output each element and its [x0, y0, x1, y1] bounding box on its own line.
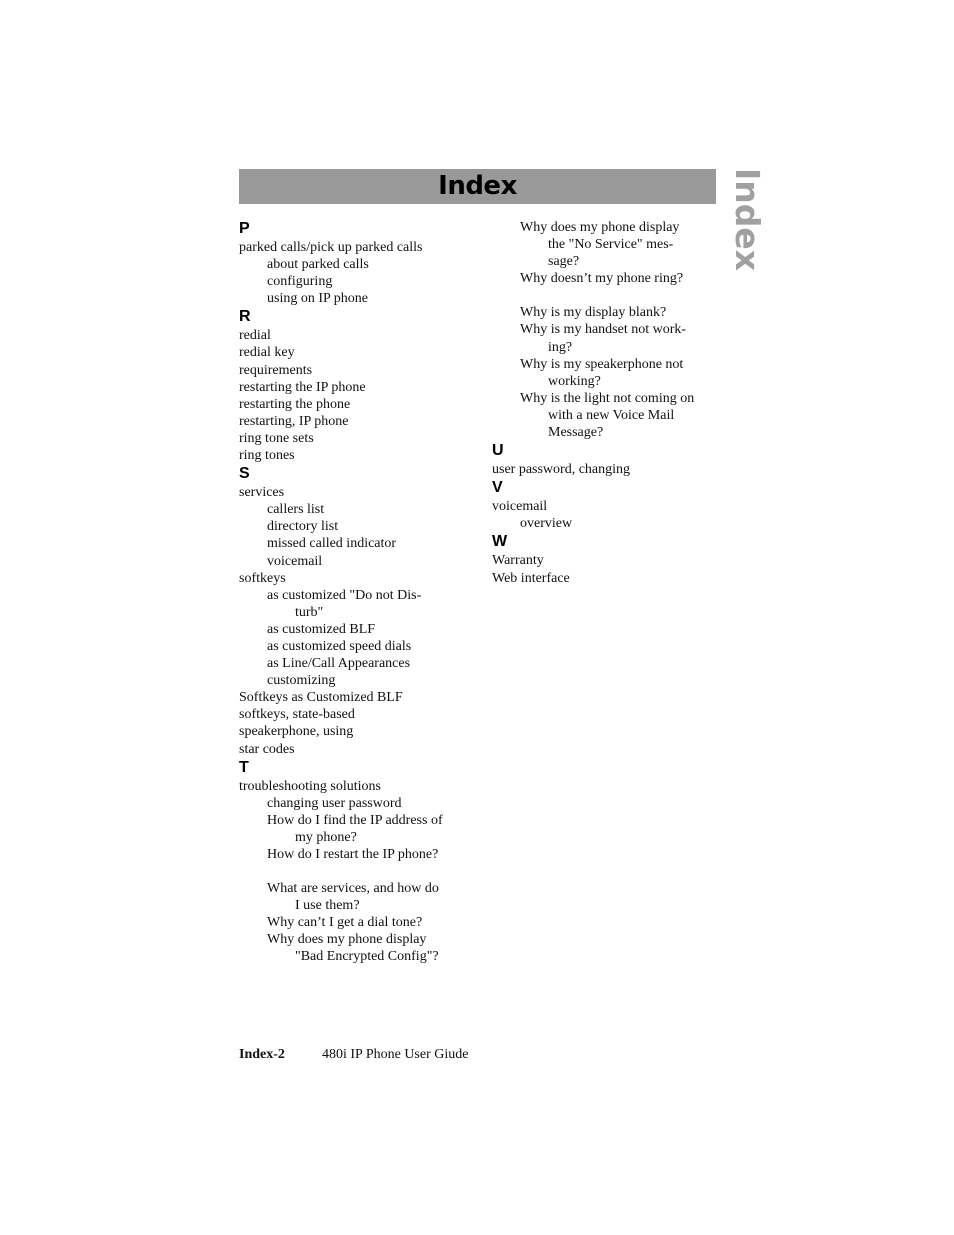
index-entry [239, 447, 474, 464]
entry-text: restarting, IP phone [239, 413, 349, 429]
index-entry [239, 778, 474, 795]
index-subentry [492, 304, 727, 321]
entry-text: troubleshooting solutions [239, 778, 381, 794]
index-entry [239, 413, 474, 430]
entry-text: directory list [267, 519, 339, 535]
entry-text-continued: I use them? [295, 898, 360, 914]
entry-text: voicemail [492, 499, 548, 515]
entry-text: user password, changing [492, 462, 631, 478]
index-entry [239, 239, 474, 256]
index-subentry [239, 290, 474, 307]
entry-text: voicemail [267, 553, 323, 569]
index-letter-heading: P [239, 220, 250, 237]
index-subentry [239, 553, 474, 570]
entry-text: Why does my phone display [520, 220, 680, 235]
index-entry [239, 689, 474, 706]
index-entry [239, 327, 474, 344]
entry-text: Why is my handset not work- [520, 322, 687, 338]
index-entry [239, 741, 474, 758]
side-tab [728, 168, 767, 272]
entry-text: redial [239, 328, 271, 344]
entry-text-continued: the "No Service" mes- [548, 237, 674, 253]
index-entry [492, 498, 727, 515]
index-subentry [492, 321, 727, 355]
entry-text: changing user password [267, 795, 402, 811]
index-entry [239, 723, 474, 740]
entry-text: How do I find the IP address of [267, 812, 443, 828]
entry-text: speakerphone, using [239, 724, 354, 740]
index-subentry [239, 880, 474, 914]
entry-text: Why is my speakerphone not [520, 356, 684, 372]
index-entry [239, 484, 474, 501]
entry-text: restarting the phone [239, 396, 351, 412]
entry-text: Web interface [492, 570, 570, 586]
index-column-right [492, 219, 727, 587]
entry-text: about parked calls [267, 257, 369, 273]
entry-text: as customized "Do not Dis- [267, 587, 422, 603]
entry-text: requirements [239, 362, 313, 378]
side-tab-label: Index [728, 168, 767, 272]
index-letter-heading: V [492, 479, 503, 497]
index-entry [239, 379, 474, 396]
index-subentry [492, 515, 727, 532]
entry-text: services [239, 485, 285, 501]
index-subentry [239, 621, 474, 638]
entry-text: Softkeys as Customized BLF [239, 690, 403, 706]
index-subentry [492, 219, 727, 270]
entry-text: missed called indicator [267, 536, 397, 552]
index-letter-heading: S [239, 465, 250, 483]
index-subentry [492, 356, 727, 390]
entry-text: Why can’t I get a dial tone? [267, 915, 423, 931]
index-entry [239, 570, 474, 587]
entry-text: star codes [239, 741, 295, 757]
index-subentry [239, 273, 474, 290]
entry-text: redial key [239, 345, 295, 361]
entry-text-continued: working? [548, 373, 601, 389]
entry-text: softkeys, state-based [239, 707, 355, 723]
index-entry [239, 430, 474, 447]
entry-text-continued: Message? [548, 425, 604, 441]
index-subentry [239, 672, 474, 689]
entry-text: restarting the IP phone [239, 379, 366, 395]
index-subentry [239, 812, 474, 846]
index-entry [239, 362, 474, 379]
index-letter-heading: U [492, 442, 504, 460]
index-subentry [239, 914, 474, 931]
entry-text: as Line/Call Appearances [267, 656, 411, 672]
entry-text-continued: ing? [548, 339, 573, 355]
entry-text: configuring [267, 274, 333, 290]
page-number: Index-2 [239, 1047, 285, 1062]
entry-text-continued: with a new Voice Mail [548, 407, 675, 423]
entry-text: Why does my phone display [267, 932, 427, 948]
index-subentry [239, 535, 474, 552]
index-entry [492, 461, 727, 478]
index-entry [239, 706, 474, 723]
entry-text-continued: turb" [295, 604, 324, 620]
index-letter-heading: R [239, 308, 251, 326]
entry-text: Why doesn’t my phone ring? [520, 271, 684, 287]
entry-text: softkeys [239, 570, 286, 586]
index-subentry [492, 270, 727, 287]
index-entry [492, 570, 727, 587]
index-subentry [239, 795, 474, 812]
index-subentry [239, 587, 474, 621]
index-subentry [239, 931, 474, 965]
entry-text: How do I restart the IP phone? [267, 847, 439, 862]
entry-text: using on IP phone [267, 291, 368, 307]
index-subentry [239, 256, 474, 273]
entry-text-continued: my phone? [295, 829, 357, 845]
entry-text: callers list [267, 502, 325, 518]
entry-text: Warranty [492, 553, 544, 569]
index-subentry [239, 638, 474, 655]
entry-text: What are services, and how do [267, 881, 439, 897]
entry-text: parked calls/pick up parked calls [239, 240, 423, 255]
index-subentry [239, 655, 474, 672]
index-letter-heading: W [492, 533, 508, 551]
entry-text-continued: "Bad Encrypted Config"? [295, 949, 439, 965]
index-subentry [239, 501, 474, 518]
index-subentry [239, 846, 474, 863]
guide-title: 480i IP Phone User Giude [322, 1047, 469, 1062]
entry-text: customizing [267, 673, 336, 689]
page-footer [239, 1046, 468, 1064]
title-bar [239, 169, 716, 204]
index-entry [492, 552, 727, 569]
entry-text: ring tone sets [239, 430, 314, 446]
entry-text: ring tones [239, 448, 295, 464]
entry-text: as customized speed dials [267, 638, 412, 654]
entry-text: Why is my display blank? [520, 305, 667, 321]
index-entry [239, 344, 474, 361]
entry-text: Why is the light not coming on [520, 390, 695, 406]
index-column-left [239, 219, 474, 966]
entry-text: as customized BLF [267, 621, 376, 637]
entry-text: overview [520, 516, 573, 532]
index-subentry [492, 390, 727, 441]
index-entry [239, 396, 474, 413]
page-title: Index [438, 171, 517, 201]
index-subentry [239, 518, 474, 535]
index-letter-heading: T [239, 758, 249, 776]
entry-text-continued: sage? [548, 254, 580, 270]
